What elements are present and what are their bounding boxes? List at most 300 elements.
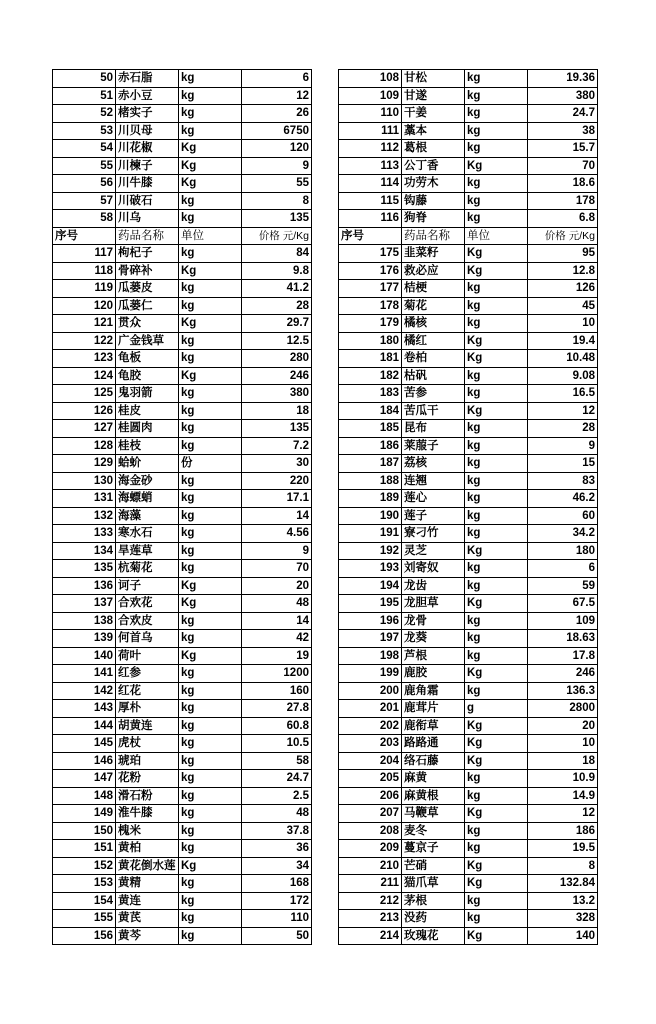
drug-name: 龙齿	[402, 577, 465, 595]
row-number: 135	[53, 560, 116, 578]
row-number: 206	[339, 787, 402, 805]
row-number: 196	[339, 612, 402, 630]
row-number: 176	[339, 262, 402, 280]
row-number: 200	[339, 682, 402, 700]
row-number: 141	[53, 665, 116, 683]
drug-name: 蛤蚧	[116, 455, 179, 473]
table-row	[339, 560, 598, 578]
row-number: 143	[53, 700, 116, 718]
price: 246	[242, 367, 312, 385]
drug-name: 黄芩	[116, 927, 179, 945]
table-row	[53, 350, 312, 368]
price: 70	[242, 560, 312, 578]
drug-name: 桂枝	[116, 437, 179, 455]
price: 34.2	[528, 525, 598, 543]
table-row	[53, 122, 312, 140]
row-number: 57	[53, 192, 116, 210]
table-row	[53, 910, 312, 928]
unit: kg	[179, 70, 242, 88]
header-drug-name: 药品名称	[116, 227, 179, 245]
price: 14	[242, 507, 312, 525]
price: 42	[242, 630, 312, 648]
price: 50	[242, 927, 312, 945]
drug-name: 厚朴	[116, 700, 179, 718]
table-row	[53, 577, 312, 595]
table-row	[339, 262, 598, 280]
row-number: 125	[53, 385, 116, 403]
price: 110	[242, 910, 312, 928]
drug-name: 枸杞子	[116, 245, 179, 263]
unit: kg	[179, 717, 242, 735]
drug-name: 黄连	[116, 892, 179, 910]
price: 17.8	[528, 647, 598, 665]
drug-name: 路路通	[402, 735, 465, 753]
unit: kg	[179, 280, 242, 298]
price: 12	[242, 87, 312, 105]
drug-name: 鬼羽箭	[116, 385, 179, 403]
price: 28	[242, 297, 312, 315]
price: 8	[242, 192, 312, 210]
unit: Kg	[179, 157, 242, 175]
row-number: 132	[53, 507, 116, 525]
unit: kg	[179, 665, 242, 683]
unit: Kg	[465, 542, 528, 560]
row-number: 124	[53, 367, 116, 385]
price: 45	[528, 297, 598, 315]
row-number: 214	[339, 927, 402, 945]
unit: kg	[465, 420, 528, 438]
price: 19.4	[528, 332, 598, 350]
drug-name: 甘遂	[402, 87, 465, 105]
drug-name: 荷叶	[116, 647, 179, 665]
drug-name: 琥珀	[116, 752, 179, 770]
price: 9.08	[528, 367, 598, 385]
table-row	[53, 630, 312, 648]
drug-name: 芦根	[402, 647, 465, 665]
price: 29.7	[242, 315, 312, 333]
table-row	[339, 875, 598, 893]
table-row	[53, 367, 312, 385]
drug-name: 莲心	[402, 490, 465, 508]
unit: Kg	[179, 315, 242, 333]
unit: kg	[179, 245, 242, 263]
unit: kg	[179, 210, 242, 228]
price: 1200	[242, 665, 312, 683]
unit: kg	[179, 192, 242, 210]
row-number: 189	[339, 490, 402, 508]
price: 36	[242, 840, 312, 858]
table-row	[53, 297, 312, 315]
row-number: 152	[53, 857, 116, 875]
unit: Kg	[465, 805, 528, 823]
drug-name: 黄花倒水莲	[116, 857, 179, 875]
row-number: 129	[53, 455, 116, 473]
table-row	[53, 805, 312, 823]
drug-name: 桂皮	[116, 402, 179, 420]
price: 60.8	[242, 717, 312, 735]
drug-name: 红花	[116, 682, 179, 700]
price: 12	[528, 402, 598, 420]
table-row	[339, 367, 598, 385]
price: 48	[242, 805, 312, 823]
unit: kg	[179, 682, 242, 700]
table-row	[339, 385, 598, 403]
row-number: 114	[339, 175, 402, 193]
price: 60	[528, 507, 598, 525]
row-number: 108	[339, 70, 402, 88]
unit: Kg	[465, 927, 528, 945]
table-row	[339, 630, 598, 648]
drug-name: 龟胶	[116, 367, 179, 385]
table-row	[339, 210, 598, 228]
drug-name: 虎杖	[116, 735, 179, 753]
price: 180	[528, 542, 598, 560]
drug-name: 广金钱草	[116, 332, 179, 350]
row-number: 195	[339, 595, 402, 613]
drug-name: 川楝子	[116, 157, 179, 175]
table-row	[53, 385, 312, 403]
table-row	[53, 857, 312, 875]
drug-name: 黄芪	[116, 910, 179, 928]
row-number: 123	[53, 350, 116, 368]
drug-name: 干姜	[402, 105, 465, 123]
price: 12.8	[528, 262, 598, 280]
drug-name: 救必应	[402, 262, 465, 280]
row-number: 54	[53, 140, 116, 158]
row-number: 134	[53, 542, 116, 560]
table-row	[339, 507, 598, 525]
table-row	[53, 647, 312, 665]
row-number: 213	[339, 910, 402, 928]
drug-name: 寒水石	[116, 525, 179, 543]
unit: kg	[465, 770, 528, 788]
price: 55	[242, 175, 312, 193]
drug-name: 鹿茸片	[402, 700, 465, 718]
row-number: 131	[53, 490, 116, 508]
unit: Kg	[465, 735, 528, 753]
price: 6	[528, 560, 598, 578]
row-number: 121	[53, 315, 116, 333]
unit: kg	[179, 87, 242, 105]
price: 17.1	[242, 490, 312, 508]
table-row	[53, 490, 312, 508]
drug-name: 橘核	[402, 315, 465, 333]
unit: kg	[179, 490, 242, 508]
price: 24.7	[528, 105, 598, 123]
price: 20	[242, 577, 312, 595]
unit: kg	[179, 927, 242, 945]
price: 132.84	[528, 875, 598, 893]
table-row	[53, 210, 312, 228]
price: 58	[242, 752, 312, 770]
unit: kg	[465, 507, 528, 525]
table-row	[339, 245, 598, 263]
row-number: 118	[53, 262, 116, 280]
table-row	[339, 437, 598, 455]
row-number: 192	[339, 542, 402, 560]
price: 18	[528, 752, 598, 770]
header-number: 序号	[339, 227, 402, 245]
row-number: 202	[339, 717, 402, 735]
table-row	[339, 350, 598, 368]
drug-name: 瓜蒌仁	[116, 297, 179, 315]
price: 48	[242, 595, 312, 613]
row-number: 58	[53, 210, 116, 228]
unit: Kg	[465, 752, 528, 770]
drug-name: 川牛膝	[116, 175, 179, 193]
row-number: 193	[339, 560, 402, 578]
drug-name: 昆布	[402, 420, 465, 438]
price: 67.5	[528, 595, 598, 613]
drug-name: 狗脊	[402, 210, 465, 228]
drug-name: 滑石粉	[116, 787, 179, 805]
drug-name: 川贝母	[116, 122, 179, 140]
drug-name: 槐米	[116, 822, 179, 840]
table-row	[339, 315, 598, 333]
row-number: 211	[339, 875, 402, 893]
unit: kg	[465, 682, 528, 700]
row-number: 155	[53, 910, 116, 928]
table-row	[339, 612, 598, 630]
drug-name: 川乌	[116, 210, 179, 228]
drug-name: 连翘	[402, 472, 465, 490]
drug-name: 楮实子	[116, 105, 179, 123]
price: 135	[242, 420, 312, 438]
row-number: 154	[53, 892, 116, 910]
drug-name: 马鞭草	[402, 805, 465, 823]
row-number: 112	[339, 140, 402, 158]
unit: kg	[179, 700, 242, 718]
drug-name: 花粉	[116, 770, 179, 788]
row-number: 209	[339, 840, 402, 858]
table-row	[53, 245, 312, 263]
row-number: 120	[53, 297, 116, 315]
row-number: 144	[53, 717, 116, 735]
table-row	[53, 105, 312, 123]
price: 10.48	[528, 350, 598, 368]
drug-name: 红参	[116, 665, 179, 683]
price: 19.36	[528, 70, 598, 88]
table-row	[339, 105, 598, 123]
price: 12	[528, 805, 598, 823]
price: 18.63	[528, 630, 598, 648]
table-row	[339, 577, 598, 595]
drug-name: 合欢花	[116, 595, 179, 613]
unit: kg	[179, 892, 242, 910]
row-number: 126	[53, 402, 116, 420]
price: 168	[242, 875, 312, 893]
price: 8	[528, 857, 598, 875]
unit: Kg	[465, 332, 528, 350]
price: 9	[528, 437, 598, 455]
table-row	[53, 420, 312, 438]
row-number: 133	[53, 525, 116, 543]
table-row	[339, 280, 598, 298]
row-number: 147	[53, 770, 116, 788]
unit: Kg	[179, 595, 242, 613]
drug-name: 玫瑰花	[402, 927, 465, 945]
unit: kg	[465, 455, 528, 473]
row-number: 110	[339, 105, 402, 123]
price: 10	[528, 315, 598, 333]
unit: kg	[179, 805, 242, 823]
unit: Kg	[179, 647, 242, 665]
drug-name: 瓜蒌皮	[116, 280, 179, 298]
unit: kg	[179, 420, 242, 438]
unit: 份	[179, 455, 242, 473]
price: 30	[242, 455, 312, 473]
unit: kg	[465, 787, 528, 805]
drug-name: 诃子	[116, 577, 179, 595]
price: 10	[528, 735, 598, 753]
unit: kg	[465, 297, 528, 315]
row-number: 55	[53, 157, 116, 175]
drug-name: 合欢皮	[116, 612, 179, 630]
drug-name: 黄精	[116, 875, 179, 893]
unit: Kg	[465, 875, 528, 893]
header-unit: 单位	[179, 227, 242, 245]
table-row	[53, 612, 312, 630]
unit: kg	[465, 525, 528, 543]
price: 14.9	[528, 787, 598, 805]
table-row	[339, 455, 598, 473]
table-row	[339, 770, 598, 788]
drug-name: 蔓京子	[402, 840, 465, 858]
drug-name: 桂圆肉	[116, 420, 179, 438]
table-row	[53, 437, 312, 455]
unit: kg	[179, 822, 242, 840]
drug-name: 麻黄	[402, 770, 465, 788]
unit: Kg	[465, 717, 528, 735]
unit: kg	[465, 192, 528, 210]
row-number: 51	[53, 87, 116, 105]
unit: Kg	[179, 577, 242, 595]
row-number: 212	[339, 892, 402, 910]
drug-name: 何首乌	[116, 630, 179, 648]
price: 34	[242, 857, 312, 875]
row-number: 117	[53, 245, 116, 263]
price: 126	[528, 280, 598, 298]
table-row	[53, 192, 312, 210]
drug-name: 甘松	[402, 70, 465, 88]
row-number: 210	[339, 857, 402, 875]
unit: kg	[179, 525, 242, 543]
unit: kg	[179, 630, 242, 648]
unit: kg	[465, 892, 528, 910]
row-number: 194	[339, 577, 402, 595]
unit: Kg	[465, 595, 528, 613]
unit: kg	[465, 472, 528, 490]
drug-name: 橘红	[402, 332, 465, 350]
drug-name: 赤小豆	[116, 87, 179, 105]
unit: kg	[465, 87, 528, 105]
unit: kg	[465, 385, 528, 403]
drug-name: 藁本	[402, 122, 465, 140]
price: 7.2	[242, 437, 312, 455]
drug-name: 猫爪草	[402, 875, 465, 893]
price: 172	[242, 892, 312, 910]
unit: Kg	[179, 262, 242, 280]
drug-name: 海螵蛸	[116, 490, 179, 508]
price: 18	[242, 402, 312, 420]
price: 9	[242, 542, 312, 560]
drug-name: 茅根	[402, 892, 465, 910]
table-row	[339, 805, 598, 823]
table-row	[339, 332, 598, 350]
drug-name: 川花椒	[116, 140, 179, 158]
table-row	[53, 892, 312, 910]
row-number: 136	[53, 577, 116, 595]
unit: kg	[179, 507, 242, 525]
row-number: 116	[339, 210, 402, 228]
drug-name: 葛根	[402, 140, 465, 158]
price: 380	[528, 87, 598, 105]
row-number: 203	[339, 735, 402, 753]
table-row	[53, 157, 312, 175]
header-price: 价格 元/Kg	[242, 227, 312, 245]
drug-name: 川破石	[116, 192, 179, 210]
row-number: 137	[53, 595, 116, 613]
price: 16.5	[528, 385, 598, 403]
unit: kg	[179, 122, 242, 140]
price: 10.5	[242, 735, 312, 753]
row-number: 175	[339, 245, 402, 263]
table-row	[339, 87, 598, 105]
header-number: 序号	[53, 227, 116, 245]
drug-name: 莲子	[402, 507, 465, 525]
row-number: 113	[339, 157, 402, 175]
table-row	[53, 472, 312, 490]
table-row	[53, 280, 312, 298]
unit: Kg	[465, 857, 528, 875]
price: 140	[528, 927, 598, 945]
unit: kg	[465, 647, 528, 665]
unit: kg	[179, 840, 242, 858]
table-row	[339, 490, 598, 508]
row-number: 111	[339, 122, 402, 140]
drug-name: 海金砂	[116, 472, 179, 490]
row-number: 128	[53, 437, 116, 455]
price: 135	[242, 210, 312, 228]
price: 38	[528, 122, 598, 140]
unit: kg	[465, 280, 528, 298]
table-row	[339, 665, 598, 683]
unit: kg	[179, 560, 242, 578]
table-row	[53, 560, 312, 578]
drug-name: 菊花	[402, 297, 465, 315]
drug-name: 淮牛膝	[116, 805, 179, 823]
drug-name: 鹿角霜	[402, 682, 465, 700]
row-number: 178	[339, 297, 402, 315]
unit: Kg	[179, 140, 242, 158]
row-number: 130	[53, 472, 116, 490]
unit: kg	[465, 840, 528, 858]
drug-name: 骨碎补	[116, 262, 179, 280]
row-number: 191	[339, 525, 402, 543]
table-row	[339, 297, 598, 315]
table-row	[339, 822, 598, 840]
table-header-row	[53, 227, 312, 245]
drug-name: 荔核	[402, 455, 465, 473]
row-number: 184	[339, 402, 402, 420]
unit: Kg	[179, 857, 242, 875]
row-number: 197	[339, 630, 402, 648]
table-row	[339, 682, 598, 700]
unit: Kg	[465, 157, 528, 175]
table-row	[53, 787, 312, 805]
table-row	[53, 402, 312, 420]
table-row	[53, 927, 312, 945]
